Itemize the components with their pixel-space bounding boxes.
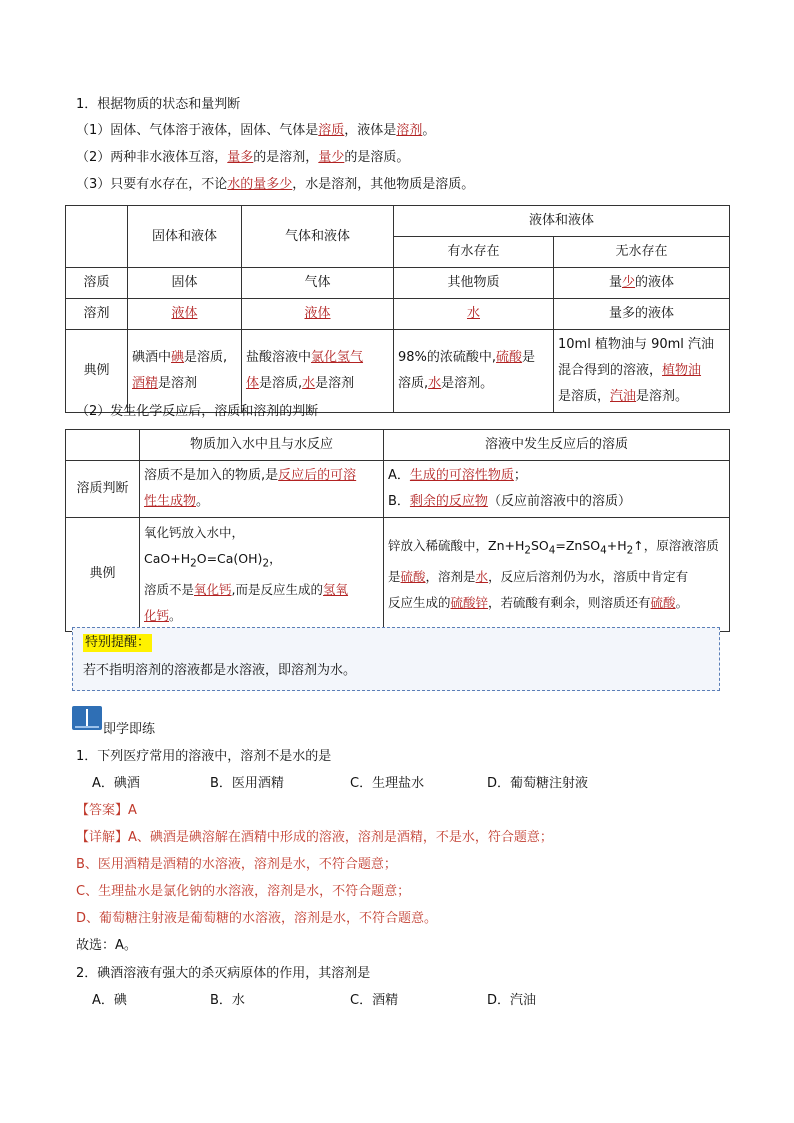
cell: 液体: [128, 299, 242, 330]
solute-solvent-table: [65, 205, 730, 413]
row-label-solvent: 溶剂: [66, 299, 128, 330]
reminder-title: 特别提醒：: [85, 635, 151, 650]
cell: 量少的液体: [554, 268, 730, 299]
cell: 量多的液体: [554, 299, 730, 330]
cell: 盐酸溶液中氯化氢气 体是溶质,水是溶剂: [242, 330, 394, 413]
reaction-table: [65, 429, 730, 632]
reminder-text: 若不指明溶剂的溶液都是水溶液，即溶剂为水。: [83, 663, 357, 678]
q1-option-b: B．医用酒精: [210, 776, 284, 791]
question-2-stem: 2．碘酒溶液有强大的杀灭病原体的作用，其溶剂是: [76, 966, 371, 981]
q2-option-b: B．水: [210, 993, 245, 1008]
header-gas-liquid: 气体和液体: [242, 206, 394, 268]
detail-line-1: 【详解】A、碘酒是碘溶解在酒精中形成的溶液，溶剂是酒精，不是水，符合题意；: [76, 830, 553, 845]
corner-cell: [66, 430, 140, 461]
practice-title: 即学即练: [103, 722, 156, 737]
detail-line-2: B、医用酒精是酒精的水溶液，溶剂是水，不符合题意；: [76, 857, 397, 872]
header-solute-after-reaction: 溶液中发生反应后的溶质: [384, 430, 730, 461]
detail-line-3: C、生理盐水是氯化钠的水溶液，溶剂是水，不符合题意；: [76, 884, 411, 899]
q2-option-c: C．酒精: [350, 993, 399, 1008]
cell: 气体: [242, 268, 394, 299]
corner-cell: [66, 206, 128, 268]
cell: 氧化钙放入水中，$CaO+H_2O=Ca(OH)_2$， 溶质不是氧化钙,而是反应生成的氢氧 化钙。: [140, 518, 384, 632]
row-label-example: 典例: [66, 518, 140, 632]
row-label-judge: 溶质判断: [66, 461, 140, 518]
q2-option-a: A．碘: [92, 993, 127, 1008]
choose-line: 故选：A。: [76, 938, 137, 953]
row-label-example: 典例: [66, 330, 128, 413]
cell: 溶质不是加入的物质,是反应后的可溶 性生成物。: [140, 461, 384, 518]
cell: 碘酒中碘是溶质, 酒精是溶剂: [128, 330, 242, 413]
special-reminder-box: [72, 627, 720, 691]
q1-option-c: C．生理盐水: [350, 776, 425, 791]
header-solid-liquid: 固体和液体: [128, 206, 242, 268]
question-1-stem: 1．下列医疗常用的溶液中，溶剂不是水的是: [76, 749, 332, 764]
rule-line-1: （1）固体、气体溶于液体，固体、气体是溶质，液体是溶剂。: [76, 123, 436, 138]
cell: 液体: [242, 299, 394, 330]
header-without-water: 无水存在: [554, 237, 730, 268]
cell: 水: [394, 299, 554, 330]
cell: 10ml 植物油与 90ml 汽油 混合得到的溶液，植物油 是溶质，汽油是溶剂。: [554, 330, 730, 413]
header-react-with-water: 物质加入水中且与水反应: [140, 430, 384, 461]
header-with-water: 有水存在: [394, 237, 554, 268]
q2-option-d: D．汽油: [487, 993, 537, 1008]
cell: 98%的浓硫酸中,硫酸是 溶质,水是溶剂。: [394, 330, 554, 413]
book-icon: [72, 706, 102, 730]
q1-option-a: A．碘酒: [92, 776, 140, 791]
cell: 其他物质: [394, 268, 554, 299]
q1-option-d: D．葡萄糖注射液: [487, 776, 589, 791]
row-label-solute: 溶质: [66, 268, 128, 299]
cell: A．生成的可溶性物质； B．剩余的反应物（反应前溶液中的溶质）: [384, 461, 730, 518]
answer-line: 【答案】A: [76, 803, 137, 818]
cell: 锌放入稀硫酸中，$Zn+H_2SO_4=ZnSO_4+H_2↑$，原溶液溶质 是硫酸，溶剂是水，反应后溶剂仍为水，溶质中肯定有 反应生成的硫酸锌，若硫酸有剩余，则溶质还有硫酸。: [384, 518, 730, 632]
cell: 固体: [128, 268, 242, 299]
header-liquid-liquid: 液体和液体: [394, 206, 730, 237]
detail-line-4: D、葡萄糖注射液是葡萄糖的水溶液，溶剂是水，不符合题意。: [76, 911, 438, 926]
rule-line-2: （2）两种非水液体互溶，量多的是溶剂，量少的是溶质。: [76, 150, 410, 165]
section2-heading: （2）发生化学反应后，溶质和溶剂的判断: [76, 404, 319, 419]
rule-line-3: （3）只要有水存在，不论水的量多少，水是溶剂，其他物质是溶质。: [76, 177, 475, 192]
section1-heading: 1．根据物质的状态和量判断: [76, 97, 241, 112]
